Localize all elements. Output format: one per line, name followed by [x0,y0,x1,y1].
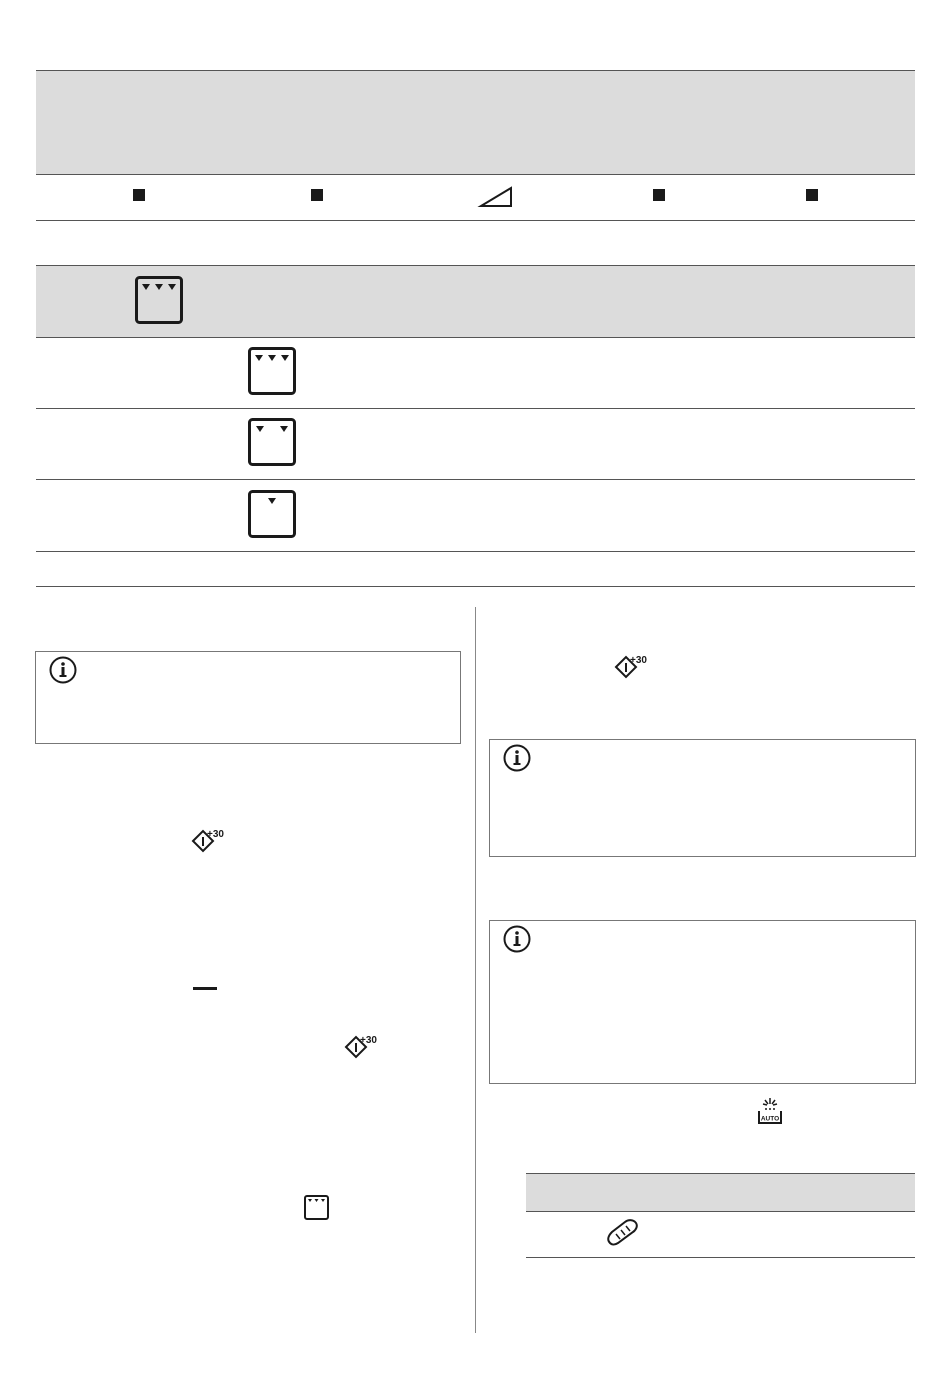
plus-30-icon [613,654,649,682]
info-note-box [489,920,916,1084]
heating-top-three-icon [304,1195,329,1220]
plus-30-label: +30 [207,829,224,840]
small-table-rule [526,1257,915,1258]
info-icon [503,925,531,953]
heating-top-three-icon [248,347,296,395]
heating-one-icon [248,490,296,538]
heating-two-icon [248,418,296,466]
table-rule [36,220,915,221]
table-rule [36,174,915,175]
filled-square-icon [806,189,818,201]
table-rule [36,479,915,480]
info-note-box [35,651,461,744]
triangle-icon [480,187,512,207]
small-table-header [526,1173,915,1211]
table-bottom-rule [36,586,915,587]
auto-label: AUTO [760,1115,780,1123]
bread-icon [606,1219,638,1247]
plus-30-icon [343,1034,379,1062]
column-divider [475,607,476,1333]
filled-square-icon [311,189,323,201]
small-table-rule [526,1173,915,1174]
table-rule [36,551,915,552]
table-rule [36,265,915,266]
auto-clean-icon [757,1097,783,1125]
info-icon [503,744,531,772]
table-rule [36,337,915,338]
plus-30-label: +30 [360,1035,377,1046]
plus-30-label: +30 [630,655,647,666]
info-icon [49,656,77,684]
info-note-box [489,739,916,857]
table-rule [36,408,915,409]
filled-square-icon [653,189,665,201]
heating-top-three-icon [135,276,183,324]
small-table-rule [526,1211,915,1212]
minus-icon [193,987,217,990]
plus-30-icon [190,828,226,856]
table-top-rule [36,70,915,71]
filled-square-icon [133,189,145,201]
table-header-row [36,70,915,174]
